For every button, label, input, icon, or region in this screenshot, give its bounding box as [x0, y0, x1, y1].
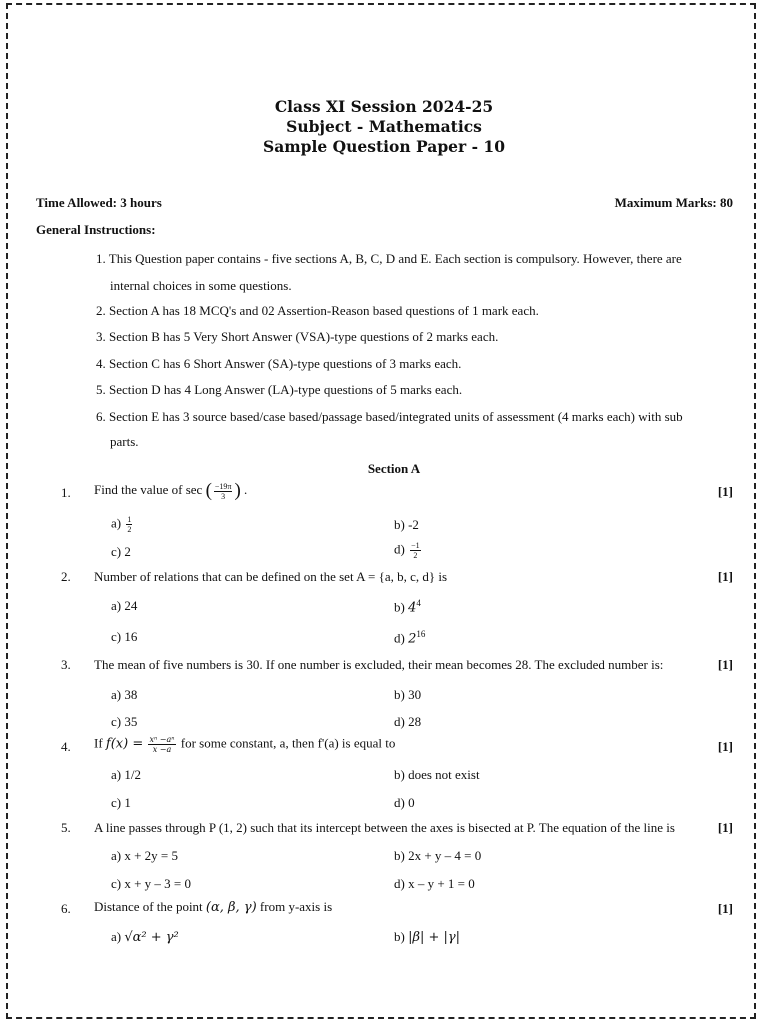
option-b: b) -2: [394, 517, 419, 532]
time-allowed: Time Allowed: 3 hours: [36, 195, 162, 210]
question-marks: [1]: [717, 569, 733, 584]
instruction-item: 4. Section C has 6 Short Answer (SA)-type questions of 3 marks each.: [96, 356, 462, 371]
question-marks: [1]: [717, 820, 733, 835]
option-b: b) does not exist: [394, 767, 480, 782]
question-marks: [1]: [717, 901, 733, 916]
question-text: If f(x) = $\frac{\text{xⁿ −aⁿ}}{x -a}$ for some constant, a, then f'(a) is equal to: [94, 735, 396, 754]
header-subject: Subject - Mathematics: [286, 117, 482, 136]
question-text: Find the value of sec ( $\frac{-19\pi}{3}$ ) .: [94, 480, 248, 501]
option-a: a) $\frac{1}{2}$: [111, 515, 132, 534]
option-b: b) 30: [394, 687, 422, 702]
option-d: d) 0: [394, 795, 415, 810]
general-instructions-title: General Instructions:: [36, 222, 156, 237]
option-a: a) x + 2y = 5: [111, 848, 179, 863]
question-marks: [1]: [717, 657, 733, 672]
option-a: a) 24: [111, 598, 138, 613]
question-marks: [1]: [717, 484, 733, 499]
fraction: $\frac{\text{xⁿ −aⁿ}}{x -a}$: [149, 735, 175, 754]
option-d: d) x – y + 1 = 0: [394, 876, 475, 891]
option-d: d) $2^{16}$: [394, 629, 426, 647]
option-a: a) √α² + γ²: [111, 929, 179, 945]
option-a: a) 38: [111, 687, 138, 702]
question-text: A line passes through P (1, 2) such that its intercept between the axes is bisected at P. The equation of the line is: [94, 820, 675, 835]
option-b: b) |β| + |γ|: [394, 929, 461, 945]
option-d: d) $\frac{-1}{2}$: [394, 541, 420, 560]
question-number: 1.: [61, 485, 71, 500]
question-number: 3.: [61, 657, 71, 672]
question-number: 6.: [61, 901, 71, 916]
question-number: 5.: [61, 820, 71, 835]
option-b: b) 2x + y – 4 = 0: [394, 848, 482, 863]
option-a: a) 1/2: [111, 767, 141, 782]
option-c: c) 16: [111, 629, 138, 644]
question-text: Distance of the point (α, β, γ) from y-axis is: [94, 899, 333, 915]
fraction: $\frac{-19\pi}{3}$: [214, 481, 232, 501]
question-text: The mean of five numbers is 30. If one number is excluded, their mean becomes 28. The excluded number is:: [94, 657, 664, 672]
instruction-item: parts.: [110, 434, 139, 449]
instruction-item: 6. Section E has 3 source based/case based/passage based/integrated units of assessment (4 marks each) with sub: [96, 409, 683, 424]
instruction-item: 2. Section A has 18 MCQ's and 02 Assertion-Reason based questions of 1 mark each.: [96, 303, 539, 318]
instruction-item: 3. Section B has 5 Very Short Answer (VSA)-type questions of 2 marks each.: [96, 329, 499, 344]
option-b: b) $4^4$: [394, 598, 421, 616]
option-c: c) 35: [111, 714, 138, 729]
question-marks: [1]: [717, 739, 733, 754]
question-number: 4.: [61, 739, 71, 754]
option-c: c) x + y – 3 = 0: [111, 876, 192, 891]
section-a-title: Section A: [367, 461, 421, 476]
option-d: d) 28: [394, 714, 422, 729]
option-c: c) 2: [111, 544, 131, 559]
instruction-item: 1. This Question paper contains - five sections A, B, C, D and E. Each section is compulsory. However, there are: [96, 251, 682, 266]
instruction-item: internal choices in some questions.: [110, 278, 292, 293]
instruction-item: 5. Section D has 4 Long Answer (LA)-type questions of 5 marks each.: [96, 382, 463, 397]
header-class: Class XI Session 2024-25: [274, 97, 494, 116]
option-c: c) 1: [111, 795, 131, 810]
maximum-marks: Maximum Marks: 80: [614, 195, 733, 210]
header-paper: Sample Question Paper - 10: [263, 137, 505, 156]
question-text: Number of relations that can be defined on the set A = {a, b, c, d} is: [94, 569, 448, 584]
question-number: 2.: [61, 569, 71, 584]
